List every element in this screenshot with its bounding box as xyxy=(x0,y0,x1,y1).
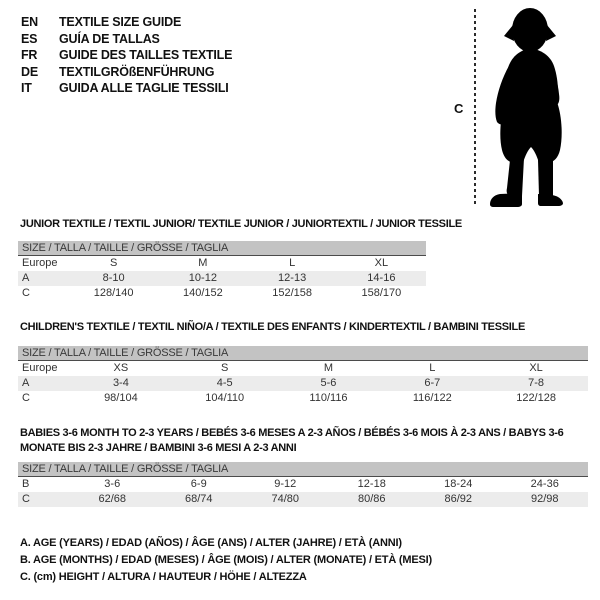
baby-silhouette-icon xyxy=(486,8,576,209)
cell: XL xyxy=(374,257,389,269)
footnote-height: C. (cm) HEIGHT / ALTURA / HAUTEUR / HÖHE / ALTEZZA xyxy=(20,571,307,583)
cell: 3-4 xyxy=(112,377,129,389)
language-label: GUIDA ALLE TAGLIE TESSILI xyxy=(59,81,229,95)
language-row-es xyxy=(21,31,232,48)
size-table-header: SIZE / TALLA / TAILLE / GRÖSSE / TAGLIA xyxy=(18,241,426,256)
cell: 80/86 xyxy=(357,493,386,505)
cell: XS xyxy=(113,362,129,374)
cell: 8-10 xyxy=(102,272,125,284)
cell: 3-6 xyxy=(104,478,121,490)
cell: 4-5 xyxy=(216,377,233,389)
cell: S xyxy=(221,362,229,374)
cell: 14-16 xyxy=(367,272,396,284)
language-code: EN xyxy=(21,15,38,29)
table-row xyxy=(18,391,588,406)
cell: 128/140 xyxy=(93,287,134,299)
cell: 9-12 xyxy=(274,478,297,490)
size-table-header: SIZE / TALLA / TAILLE / GRÖSSE / TAGLIA xyxy=(18,346,588,361)
cell: 140/152 xyxy=(182,287,223,299)
row-label: Europe xyxy=(22,257,58,269)
cell: 5-6 xyxy=(320,377,337,389)
row-label: C xyxy=(22,287,30,299)
footnote-age-months: B. AGE (MONTHS) / EDAD (MESES) / ÂGE (MOIS) / ALTER (MONATE) / ETÀ (MESI) xyxy=(20,554,432,566)
language-label: GUÍA DE TALLAS xyxy=(59,31,160,46)
cell: L xyxy=(429,362,436,374)
cell: XL xyxy=(529,362,543,374)
language-row-de xyxy=(21,64,232,81)
cell: 12-18 xyxy=(357,478,386,490)
row-label: A xyxy=(22,377,30,389)
section-title-junior: JUNIOR TEXTILE / TEXTIL JUNIOR/ TEXTILE JUNIOR / JUNIORTEXTIL / JUNIOR TESSILE xyxy=(20,218,462,230)
cell: 116/122 xyxy=(412,392,452,404)
table-row xyxy=(18,492,588,507)
cell: L xyxy=(289,257,296,269)
language-code: IT xyxy=(21,81,32,95)
language-row-it xyxy=(21,80,232,97)
cell: M xyxy=(323,362,334,374)
legend-footnotes xyxy=(20,535,432,586)
table-row xyxy=(18,256,426,271)
language-label: GUIDE DES TAILLES TEXTILE xyxy=(59,48,233,62)
cell: 122/128 xyxy=(516,392,556,404)
height-measure-label: C xyxy=(454,101,464,116)
cell: 7-8 xyxy=(528,377,545,389)
cell: 98/104 xyxy=(104,392,138,404)
cell: 24-36 xyxy=(530,478,559,490)
language-row-fr xyxy=(21,47,232,64)
language-code: ES xyxy=(21,31,38,46)
cell: S xyxy=(109,257,118,269)
cell: 10-12 xyxy=(188,272,217,284)
table-row xyxy=(18,477,588,492)
cell: 104/110 xyxy=(205,392,245,404)
language-row-en xyxy=(21,14,232,31)
language-code: DE xyxy=(21,64,38,79)
cell: 6-7 xyxy=(424,377,441,389)
row-label: A xyxy=(22,272,30,284)
section-title-children: CHILDREN'S TEXTILE / TEXTIL NIÑO/A / TEXTILE DES ENFANTS / KINDERTEXTIL / BAMBINI TESSILE xyxy=(20,321,525,333)
table-row xyxy=(18,271,426,286)
cell: 12-13 xyxy=(278,272,307,284)
cell: 110/116 xyxy=(309,392,348,404)
row-label: B xyxy=(22,478,30,490)
row-label: C xyxy=(22,493,30,505)
cell: M xyxy=(198,257,208,269)
height-measure-dashed-line xyxy=(474,9,476,205)
section-title-babies: BABIES 3-6 MONTH TO 2-3 YEARS / BEBÉS 3-6 MESES A 2-3 AÑOS / BÉBÉS 3-6 MOIS À 2-3 ANS / BABYS 3-6 MONATE BIS 2-3 JAHRE / BAMBINI 3-6 MESI A 2-3 ANNI xyxy=(20,427,564,454)
language-label: TEXTILE SIZE GUIDE xyxy=(59,15,182,29)
table-row xyxy=(18,376,588,391)
language-code: FR xyxy=(21,48,38,62)
table-row xyxy=(18,286,426,301)
row-label: Europe xyxy=(22,362,58,374)
height-figure xyxy=(440,0,600,215)
cell: 62/68 xyxy=(98,493,127,505)
cell: 18-24 xyxy=(444,478,473,490)
cell: 86/92 xyxy=(444,493,473,505)
language-header xyxy=(21,14,232,97)
size-table-junior xyxy=(18,241,426,301)
size-table-children xyxy=(18,346,588,406)
cell: 6-9 xyxy=(190,478,207,490)
size-table-babies xyxy=(18,462,588,507)
footnote-age-years: A. AGE (YEARS) / EDAD (AÑOS) / ÂGE (ANS) / ALTER (JAHRE) / ETÀ (ANNI) xyxy=(20,537,402,549)
table-row xyxy=(18,361,588,376)
language-label: TEXTILGRÖßENFÜHRUNG xyxy=(59,64,215,79)
row-label: C xyxy=(22,392,30,404)
cell: 92/98 xyxy=(530,493,559,505)
cell: 158/170 xyxy=(361,287,402,299)
cell: 74/80 xyxy=(271,493,300,505)
cell: 68/74 xyxy=(184,493,213,505)
size-table-header: SIZE / TALLA / TAILLE / GRÖSSE / TAGLIA xyxy=(18,462,588,477)
cell: 152/158 xyxy=(272,287,312,299)
